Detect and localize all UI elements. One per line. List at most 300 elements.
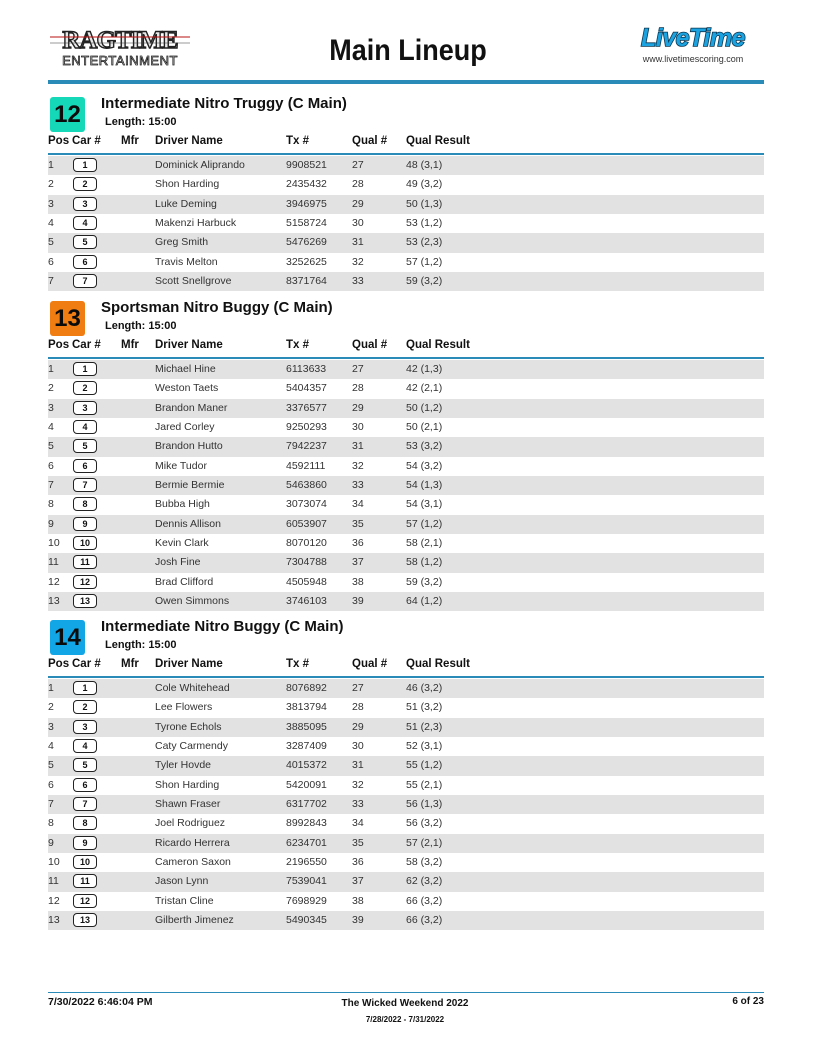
row-car-number bbox=[73, 874, 97, 888]
table-row bbox=[48, 253, 764, 272]
table-row bbox=[48, 679, 764, 698]
race-number-badge: 12 bbox=[50, 97, 85, 132]
car-number-box: 1 bbox=[73, 362, 97, 376]
row-qual-number: 37 bbox=[352, 875, 364, 888]
column-header-row bbox=[48, 658, 764, 674]
car-number-box: 9 bbox=[73, 517, 97, 531]
row-driver-name: Michael Hine bbox=[155, 363, 216, 375]
row-pos: 3 bbox=[48, 401, 54, 414]
car-number-box: 2 bbox=[73, 700, 97, 714]
row-qual-result: 58 (1,2) bbox=[406, 556, 443, 569]
row-transponder: 4592111 bbox=[286, 459, 326, 472]
row-pos: 5 bbox=[48, 440, 54, 453]
row-car-number bbox=[73, 797, 97, 811]
row-qual-number: 28 bbox=[352, 382, 364, 395]
table-row bbox=[48, 698, 764, 717]
col-mfr: Mfr bbox=[121, 339, 139, 351]
row-qual-number: 33 bbox=[352, 479, 364, 492]
row-qual-number: 33 bbox=[352, 275, 364, 288]
car-number-box: 7 bbox=[73, 478, 97, 492]
row-transponder: 3885095 bbox=[286, 720, 327, 733]
page-title: Main Lineup bbox=[329, 34, 487, 67]
row-car-number bbox=[73, 478, 97, 492]
row-car-number bbox=[73, 497, 97, 511]
row-car-number bbox=[73, 420, 97, 434]
col-car: Car # bbox=[72, 135, 101, 147]
row-transponder: 5420091 bbox=[286, 778, 327, 791]
footer-event: The Wicked Weekend 2022 bbox=[341, 998, 469, 1009]
row-car-number bbox=[73, 855, 97, 869]
row-qual-result: 59 (3,2) bbox=[406, 575, 443, 588]
column-header-row bbox=[48, 135, 764, 151]
row-pos: 13 bbox=[48, 914, 60, 927]
row-car-number bbox=[73, 681, 97, 695]
row-qual-number: 33 bbox=[352, 798, 364, 811]
row-transponder: 5158724 bbox=[286, 217, 327, 230]
car-number-box: 3 bbox=[73, 720, 97, 734]
row-transponder: 6317702 bbox=[286, 798, 327, 811]
race-length: Length: 15:00 bbox=[105, 116, 177, 128]
col-pos: Pos bbox=[48, 658, 70, 670]
row-qual-result: 52 (3,1) bbox=[406, 740, 443, 753]
footer-dates: 7/28/2022 - 7/31/2022 bbox=[365, 1015, 445, 1024]
row-qual-result: 51 (2,3) bbox=[406, 720, 443, 733]
table-row bbox=[48, 834, 764, 853]
column-header-rule bbox=[48, 153, 764, 155]
row-qual-number: 32 bbox=[352, 459, 364, 472]
car-number-box: 6 bbox=[73, 459, 97, 473]
row-pos: 4 bbox=[48, 421, 54, 434]
row-pos: 4 bbox=[48, 740, 54, 753]
row-pos: 10 bbox=[48, 856, 60, 869]
row-qual-result: 56 (1,3) bbox=[406, 798, 443, 811]
table-row bbox=[48, 718, 764, 737]
row-qual-number: 30 bbox=[352, 217, 364, 230]
row-transponder: 3813794 bbox=[286, 701, 327, 714]
row-pos: 11 bbox=[48, 556, 59, 569]
lineup-table bbox=[48, 156, 764, 291]
row-driver-name: Kevin Clark bbox=[155, 537, 209, 550]
car-number-box: 9 bbox=[73, 836, 97, 850]
row-pos: 13 bbox=[48, 595, 60, 608]
row-car-number bbox=[73, 778, 97, 792]
row-driver-name: Weston Taets bbox=[155, 382, 219, 395]
row-pos: 8 bbox=[48, 817, 54, 830]
row-pos: 5 bbox=[48, 236, 54, 249]
row-car-number bbox=[73, 362, 97, 376]
col-result: Qual Result bbox=[406, 658, 470, 670]
row-pos: 3 bbox=[48, 720, 54, 733]
row-qual-result: 48 (3,1) bbox=[406, 159, 443, 171]
row-qual-number: 32 bbox=[352, 255, 364, 268]
row-qual-number: 38 bbox=[352, 575, 364, 588]
livetime-logo bbox=[622, 24, 764, 52]
col-car: Car # bbox=[72, 339, 101, 351]
lineup-table bbox=[48, 360, 764, 611]
footer-timestamp: 7/30/2022 6:46:04 PM bbox=[48, 996, 153, 1008]
table-row bbox=[48, 233, 764, 252]
row-transponder: 8076892 bbox=[286, 682, 327, 694]
car-number-box: 1 bbox=[73, 681, 97, 695]
row-transponder: 3252625 bbox=[286, 255, 327, 268]
footer-rule bbox=[48, 992, 764, 993]
row-transponder: 5490345 bbox=[286, 914, 327, 927]
row-transponder: 6113633 bbox=[286, 363, 327, 375]
row-pos: 6 bbox=[48, 255, 54, 268]
row-driver-name: Bubba High bbox=[155, 498, 210, 511]
row-driver-name: Dominick Aliprando bbox=[155, 159, 245, 171]
row-qual-result: 58 (3,2) bbox=[406, 856, 443, 869]
row-car-number bbox=[73, 913, 97, 927]
col-qual: Qual # bbox=[352, 658, 388, 670]
row-transponder: 5463860 bbox=[286, 479, 327, 492]
row-qual-result: 50 (2,1) bbox=[406, 421, 443, 434]
car-number-box: 13 bbox=[73, 913, 97, 927]
row-driver-name: Josh Fine bbox=[155, 556, 201, 569]
row-driver-name: Caty Carmendy bbox=[155, 740, 228, 753]
row-qual-number: 39 bbox=[352, 595, 364, 608]
car-number-box: 4 bbox=[73, 420, 97, 434]
table-row bbox=[48, 399, 764, 418]
table-row bbox=[48, 360, 764, 379]
car-number-box: 8 bbox=[73, 497, 97, 511]
table-row bbox=[48, 592, 764, 611]
row-driver-name: Gilberth Jimenez bbox=[155, 914, 234, 927]
row-qual-result: 53 (2,3) bbox=[406, 236, 443, 249]
row-car-number bbox=[73, 459, 97, 473]
row-car-number bbox=[73, 700, 97, 714]
table-row bbox=[48, 175, 764, 194]
row-car-number bbox=[73, 575, 97, 589]
row-transponder: 5476269 bbox=[286, 236, 327, 249]
row-driver-name: Tristan Cline bbox=[155, 894, 214, 907]
row-qual-result: 53 (3,2) bbox=[406, 440, 443, 453]
row-qual-result: 51 (3,2) bbox=[406, 701, 443, 714]
col-driver: Driver Name bbox=[155, 658, 223, 670]
row-qual-result: 53 (1,2) bbox=[406, 217, 443, 230]
row-transponder: 6234701 bbox=[286, 836, 327, 849]
row-driver-name: Greg Smith bbox=[155, 236, 209, 249]
table-row bbox=[48, 214, 764, 233]
row-driver-name: Travis Melton bbox=[155, 255, 218, 268]
column-header-rule bbox=[48, 357, 764, 359]
row-driver-name: Tyler Hovde bbox=[155, 759, 212, 772]
car-number-box: 8 bbox=[73, 816, 97, 830]
col-mfr: Mfr bbox=[121, 135, 139, 147]
col-result: Qual Result bbox=[406, 135, 470, 147]
footer-page-number: 6 of 23 bbox=[732, 996, 764, 1007]
race-title: Intermediate Nitro Truggy (C Main) bbox=[101, 95, 347, 112]
row-qual-result: 57 (2,1) bbox=[406, 836, 443, 849]
row-car-number bbox=[73, 439, 97, 453]
column-header-rule bbox=[48, 676, 764, 678]
row-transponder: 4015372 bbox=[286, 759, 327, 772]
row-transponder: 3746103 bbox=[286, 595, 327, 608]
table-row bbox=[48, 437, 764, 456]
row-qual-number: 39 bbox=[352, 914, 364, 927]
car-number-box: 12 bbox=[73, 894, 97, 908]
row-driver-name: Luke Deming bbox=[155, 197, 217, 210]
row-pos: 1 bbox=[48, 682, 54, 694]
row-qual-number: 35 bbox=[352, 517, 364, 530]
col-qual: Qual # bbox=[352, 339, 388, 351]
row-pos: 3 bbox=[48, 197, 54, 210]
row-qual-result: 50 (1,2) bbox=[406, 401, 443, 414]
row-car-number bbox=[73, 555, 97, 569]
row-pos: 10 bbox=[48, 537, 60, 550]
lineup-table bbox=[48, 679, 764, 930]
row-qual-number: 35 bbox=[352, 836, 364, 849]
table-row bbox=[48, 534, 764, 553]
row-pos: 5 bbox=[48, 759, 54, 772]
car-number-box: 6 bbox=[73, 255, 97, 269]
car-number-box: 12 bbox=[73, 575, 97, 589]
row-transponder: 3287409 bbox=[286, 740, 327, 753]
row-qual-result: 58 (2,1) bbox=[406, 537, 443, 550]
row-driver-name: Shon Harding bbox=[155, 178, 220, 191]
col-pos: Pos bbox=[48, 135, 70, 147]
col-result: Qual Result bbox=[406, 339, 470, 351]
row-pos: 2 bbox=[48, 701, 54, 714]
row-qual-result: 42 (1,3) bbox=[406, 363, 443, 375]
col-driver: Driver Name bbox=[155, 135, 223, 147]
row-driver-name: Brad Clifford bbox=[155, 575, 214, 588]
row-car-number bbox=[73, 274, 97, 288]
row-qual-result: 54 (3,1) bbox=[406, 498, 443, 511]
row-transponder: 2435432 bbox=[286, 178, 327, 191]
car-number-box: 2 bbox=[73, 177, 97, 191]
row-car-number bbox=[73, 381, 97, 395]
column-header-row bbox=[48, 339, 764, 355]
row-car-number bbox=[73, 517, 97, 531]
row-qual-result: 46 (3,2) bbox=[406, 682, 443, 694]
row-pos: 8 bbox=[48, 498, 54, 511]
row-driver-name: Joel Rodriguez bbox=[155, 817, 226, 830]
row-qual-number: 31 bbox=[352, 440, 364, 453]
col-car: Car # bbox=[72, 658, 101, 670]
table-row bbox=[48, 756, 764, 775]
row-transponder: 3946975 bbox=[286, 197, 327, 210]
row-car-number bbox=[73, 235, 97, 249]
row-car-number bbox=[73, 720, 97, 734]
svg-text:LiveTime: LiveTime bbox=[641, 24, 745, 52]
car-number-box: 10 bbox=[73, 855, 97, 869]
table-row bbox=[48, 853, 764, 872]
table-row bbox=[48, 418, 764, 437]
row-driver-name: Brandon Hutto bbox=[155, 440, 223, 453]
row-qual-number: 29 bbox=[352, 401, 364, 414]
car-number-box: 7 bbox=[73, 274, 97, 288]
row-qual-result: 55 (1,2) bbox=[406, 759, 443, 772]
row-pos: 7 bbox=[48, 798, 54, 811]
table-row bbox=[48, 156, 764, 175]
row-driver-name: Owen Simmons bbox=[155, 595, 230, 608]
table-row bbox=[48, 872, 764, 891]
row-transponder: 6053907 bbox=[286, 517, 327, 530]
table-row bbox=[48, 573, 764, 592]
row-pos: 7 bbox=[48, 275, 54, 288]
race-length: Length: 15:00 bbox=[105, 639, 177, 651]
table-row bbox=[48, 892, 764, 911]
row-qual-result: 56 (3,2) bbox=[406, 817, 443, 830]
row-car-number bbox=[73, 894, 97, 908]
table-row bbox=[48, 195, 764, 214]
car-number-box: 4 bbox=[73, 739, 97, 753]
table-row bbox=[48, 495, 764, 514]
row-pos: 9 bbox=[48, 517, 54, 530]
row-qual-number: 31 bbox=[352, 759, 364, 772]
row-qual-number: 34 bbox=[352, 817, 364, 830]
col-tx: Tx # bbox=[286, 135, 310, 147]
row-driver-name: Brandon Maner bbox=[155, 401, 228, 414]
row-transponder: 3376577 bbox=[286, 401, 327, 414]
col-qual: Qual # bbox=[352, 135, 388, 147]
row-pos: 2 bbox=[48, 382, 54, 395]
race-length: Length: 15:00 bbox=[105, 320, 177, 332]
row-qual-number: 30 bbox=[352, 421, 364, 434]
row-car-number bbox=[73, 401, 97, 415]
row-qual-number: 28 bbox=[352, 178, 364, 191]
row-driver-name: Mike Tudor bbox=[155, 459, 207, 472]
row-qual-number: 28 bbox=[352, 701, 364, 714]
row-qual-result: 57 (1,2) bbox=[406, 255, 443, 268]
car-number-box: 11 bbox=[73, 555, 97, 569]
row-qual-result: 57 (1,2) bbox=[406, 517, 443, 530]
row-qual-number: 34 bbox=[352, 498, 364, 511]
row-qual-number: 30 bbox=[352, 740, 364, 753]
row-transponder: 8371764 bbox=[286, 275, 327, 288]
car-number-box: 11 bbox=[73, 874, 97, 888]
col-tx: Tx # bbox=[286, 658, 310, 670]
row-qual-result: 55 (2,1) bbox=[406, 778, 443, 791]
col-driver: Driver Name bbox=[155, 339, 223, 351]
row-transponder: 7942237 bbox=[286, 440, 327, 453]
row-qual-number: 32 bbox=[352, 778, 364, 791]
row-driver-name: Lee Flowers bbox=[155, 701, 213, 714]
row-transponder: 8070120 bbox=[286, 537, 327, 550]
row-driver-name: Jared Corley bbox=[155, 421, 215, 434]
row-car-number bbox=[73, 255, 97, 269]
livetime-url: www.livetimescoring.com bbox=[642, 54, 744, 64]
race-title: Intermediate Nitro Buggy (C Main) bbox=[101, 618, 344, 635]
row-transponder: 7539041 bbox=[286, 875, 327, 888]
row-driver-name: Shawn Fraser bbox=[155, 798, 221, 811]
row-pos: 4 bbox=[48, 217, 54, 230]
row-qual-number: 29 bbox=[352, 197, 364, 210]
row-car-number bbox=[73, 536, 97, 550]
table-row bbox=[48, 553, 764, 572]
table-row bbox=[48, 911, 764, 930]
table-row bbox=[48, 795, 764, 814]
car-number-box: 2 bbox=[73, 381, 97, 395]
row-pos: 11 bbox=[48, 875, 59, 888]
row-car-number bbox=[73, 816, 97, 830]
row-qual-number: 27 bbox=[352, 159, 364, 171]
row-qual-result: 64 (1,2) bbox=[406, 595, 443, 608]
row-transponder: 9250293 bbox=[286, 421, 327, 434]
table-row bbox=[48, 379, 764, 398]
row-car-number bbox=[73, 594, 97, 608]
table-row bbox=[48, 776, 764, 795]
table-row bbox=[48, 272, 764, 291]
row-qual-result: 62 (3,2) bbox=[406, 875, 443, 888]
row-qual-result: 54 (3,2) bbox=[406, 459, 443, 472]
row-qual-result: 54 (1,3) bbox=[406, 479, 443, 492]
row-pos: 6 bbox=[48, 778, 54, 791]
car-number-box: 7 bbox=[73, 797, 97, 811]
row-pos: 2 bbox=[48, 178, 54, 191]
row-driver-name: Scott Snellgrove bbox=[155, 275, 232, 288]
row-qual-number: 29 bbox=[352, 720, 364, 733]
row-qual-number: 27 bbox=[352, 682, 364, 694]
row-car-number bbox=[73, 216, 97, 230]
row-qual-result: 59 (3,2) bbox=[406, 275, 443, 288]
row-driver-name: Ricardo Herrera bbox=[155, 836, 230, 849]
row-car-number bbox=[73, 158, 97, 172]
row-driver-name: Bermie Bermie bbox=[155, 479, 225, 492]
race-title: Sportsman Nitro Buggy (C Main) bbox=[101, 299, 333, 316]
row-qual-number: 31 bbox=[352, 236, 364, 249]
row-qual-result: 42 (2,1) bbox=[406, 382, 443, 395]
car-number-box: 5 bbox=[73, 439, 97, 453]
car-number-box: 4 bbox=[73, 216, 97, 230]
row-car-number bbox=[73, 758, 97, 772]
row-qual-result: 66 (3,2) bbox=[406, 914, 443, 927]
table-row bbox=[48, 476, 764, 495]
car-number-box: 6 bbox=[73, 778, 97, 792]
row-transponder: 7698929 bbox=[286, 894, 327, 907]
car-number-box: 5 bbox=[73, 758, 97, 772]
table-row bbox=[48, 737, 764, 756]
row-car-number bbox=[73, 197, 97, 211]
svg-text:RAGTIME: RAGTIME bbox=[62, 27, 178, 54]
row-qual-result: 49 (3,2) bbox=[406, 178, 443, 191]
row-driver-name: Tyrone Echols bbox=[155, 720, 222, 733]
row-transponder: 5404357 bbox=[286, 382, 327, 395]
car-number-box: 1 bbox=[73, 158, 97, 172]
row-qual-number: 37 bbox=[352, 556, 364, 569]
row-qual-number: 27 bbox=[352, 363, 364, 375]
row-transponder: 7304788 bbox=[286, 556, 327, 569]
row-car-number bbox=[73, 739, 97, 753]
car-number-box: 13 bbox=[73, 594, 97, 608]
row-pos: 1 bbox=[48, 363, 54, 375]
header-rule bbox=[48, 80, 764, 84]
row-transponder: 8992843 bbox=[286, 817, 327, 830]
table-row bbox=[48, 515, 764, 534]
row-driver-name: Shon Harding bbox=[155, 778, 220, 791]
row-driver-name: Makenzi Harbuck bbox=[155, 217, 237, 230]
row-transponder: 9908521 bbox=[286, 159, 327, 171]
row-driver-name: Cameron Saxon bbox=[155, 856, 231, 869]
row-pos: 12 bbox=[48, 894, 60, 907]
car-number-box: 3 bbox=[73, 197, 97, 211]
car-number-box: 3 bbox=[73, 401, 97, 415]
row-qual-result: 66 (3,2) bbox=[406, 894, 443, 907]
race-number-badge: 14 bbox=[50, 620, 85, 655]
table-row bbox=[48, 457, 764, 476]
row-pos: 7 bbox=[48, 479, 54, 492]
row-driver-name: Dennis Allison bbox=[155, 517, 221, 530]
table-row bbox=[48, 814, 764, 833]
row-qual-result: 50 (1,3) bbox=[406, 197, 443, 210]
row-qual-number: 38 bbox=[352, 894, 364, 907]
car-number-box: 10 bbox=[73, 536, 97, 550]
row-pos: 12 bbox=[48, 575, 60, 588]
svg-text:ENTERTAINMENT: ENTERTAINMENT bbox=[62, 53, 178, 68]
race-number-badge: 13 bbox=[50, 301, 85, 336]
row-car-number bbox=[73, 836, 97, 850]
